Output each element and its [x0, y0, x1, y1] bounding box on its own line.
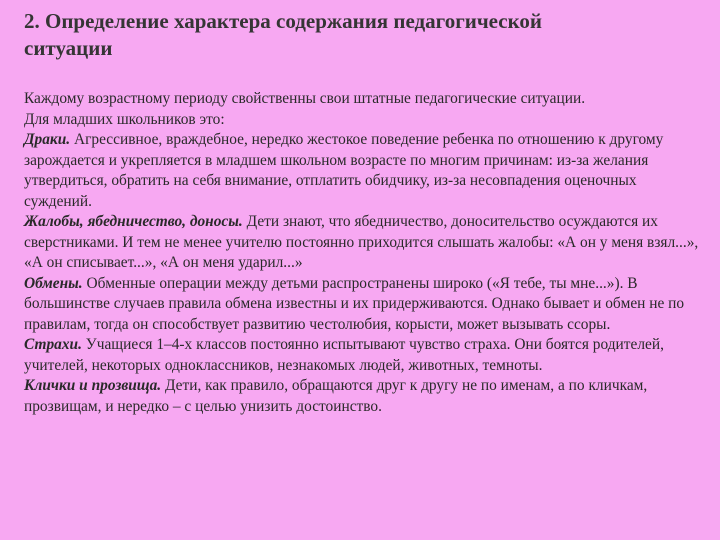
item-text: Обменные операции между детьми распространены широко («Я тебе, ты мне...»). В большинстве случаев правила обмена известны и их придерживаются. Однако бывает и обмен не по правилам, тогда он способствует развитию честолюбия, корысти, может вызывать ссоры. — [24, 274, 685, 333]
item-text: Агрессивное, враждебное, нередко жестокое поведение ребенка по отношению к другому зарождается и укрепляется в младшем школьном возрасте по многим причинам: из-за желания утвердиться, обратить на себя внимание, отплатить обидчику, из-за несовпадения оценочных суждений. — [24, 131, 664, 210]
item-text: Учащиеся 1–4-х классов постоянно испытывают чувство страха. Они боятся родителей, учителей, некоторых одноклассников, незнакомых людей, животных, темноты. — [24, 336, 664, 374]
item-nicknames — [24, 376, 704, 417]
item-fights — [24, 130, 704, 212]
intro-line2: Для младших школьников это: — [24, 110, 225, 128]
item-term: Страхи. — [24, 336, 82, 353]
item-exchanges — [24, 274, 704, 336]
item-fears — [24, 335, 704, 376]
intro-line1: Каждому возрастному периоду свойственны свои штатные педагогические ситуации. — [24, 90, 586, 107]
slide-title — [24, 8, 704, 62]
item-term: Жалобы, ябедничество, доносы. — [24, 213, 243, 230]
slide-body — [24, 89, 704, 417]
item-term: Обмены. — [24, 274, 83, 292]
item-text: Дети, как правило, обращаются друг к другу не по именам, а по кличкам, прозвищам, и нередко – с целью унизить достоинство. — [24, 377, 648, 415]
item-complaints — [24, 212, 704, 274]
slide-title-line1: 2. Определение характера содержания педагогической — [24, 9, 542, 33]
item-text: Дети знают, что ябедничество, доносительство осуждаются их сверстниками. И тем не менее учителю постоянно приходится слышать жалобы: «А он у меня взял...», «А он списывает...», «А он меня ударил...» — [24, 213, 699, 271]
item-term: Клички и прозвища. — [24, 377, 162, 394]
slide-title-line2: ситуации — [24, 36, 113, 60]
item-term: Драки. — [24, 131, 71, 148]
intro-paragraph — [24, 89, 704, 130]
